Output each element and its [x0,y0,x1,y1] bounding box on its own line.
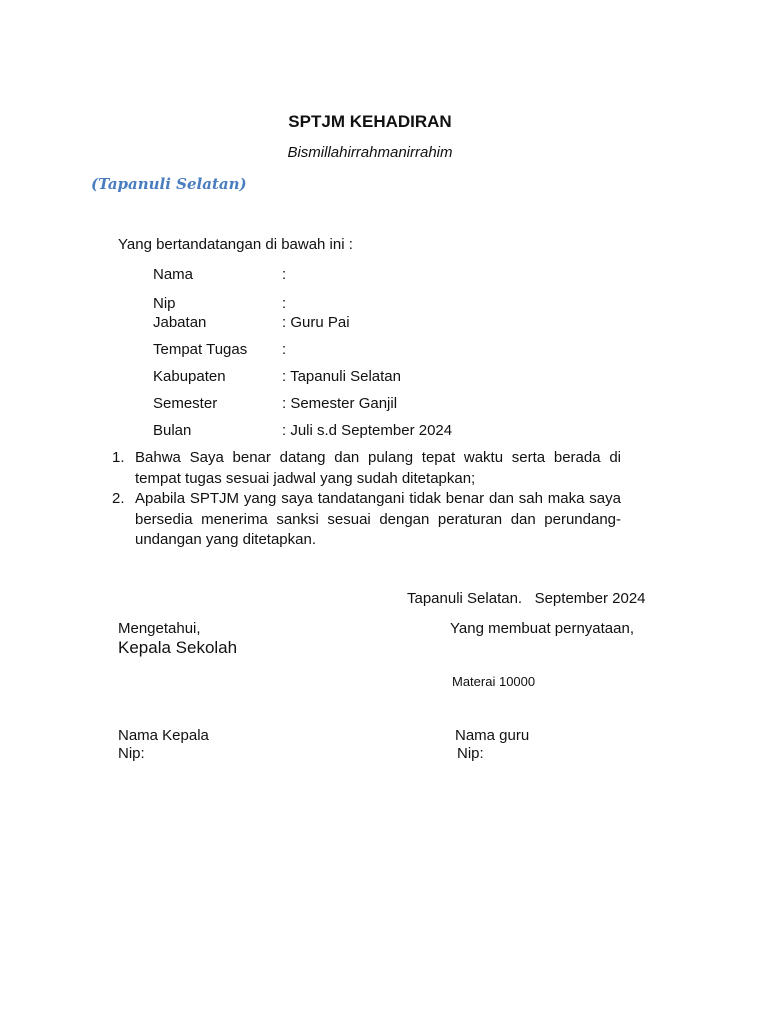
field-value-nip: : [282,295,287,312]
statement-list [108,448,621,551]
field-value-kabupaten: : Tapanuli Selatan [282,368,401,385]
field-label-nip: Nip [153,295,176,312]
stamp-duty-label: Materai 10000 [452,674,536,689]
field-label-kabupaten: Kabupaten [153,368,226,385]
field-value-bulan: : Juli s.d September 2024 [282,422,453,439]
principal-title: Kepala Sekolah [118,638,238,657]
field-value-semester: : Semester Ganjil [282,395,398,412]
document-subtitle: Bismillahirrahmanirrahim [287,144,453,161]
acknowledged-heading: Mengetahui, [118,620,201,637]
document-title: SPTJM KEHADIRAN [288,112,452,131]
field-label-tempat-tugas: Tempat Tugas [153,341,248,358]
list-item-text: Bahwa Saya benar datang dan pulang tepat waktu serta berada di tempat tugas sesuai jadwal yang sudah ditetapkan; [135,449,621,487]
field-label-bulan: Bulan [153,422,192,439]
principal-name: Nama Kepala [118,727,209,744]
list-item-text: Apabila SPTJM yang saya tandatangani tidak benar dan sah maka saya bersedia menerima sanksi sesuai dengan peraturan dan perundang-undangan yang ditetapkan. [135,490,621,548]
list-item [108,448,621,489]
field-label-semester: Semester [153,395,218,412]
list-item-number: 1. [112,449,125,466]
declarant-heading: Yang membuat pernyataan, [450,620,635,637]
place-date: Tapanuli Selatan. September 2024 [407,590,646,607]
intro-text: Yang bertandatangan di bawah ini : [118,236,353,253]
list-item-number: 2. [112,490,125,507]
field-value-nama: : [282,266,287,283]
field-label-jabatan: Jabatan [153,314,207,331]
teacher-nip: Nip: [457,745,484,762]
list-item [108,489,621,551]
field-value-jabatan: : Guru Pai [282,314,350,331]
field-value-tempat-tugas: : [282,341,287,358]
region-heading: (Tapanuli Selatan) [91,175,247,193]
field-label-nama: Nama [153,266,194,283]
teacher-name: Nama guru [455,727,530,744]
principal-nip: Nip: [118,745,145,762]
